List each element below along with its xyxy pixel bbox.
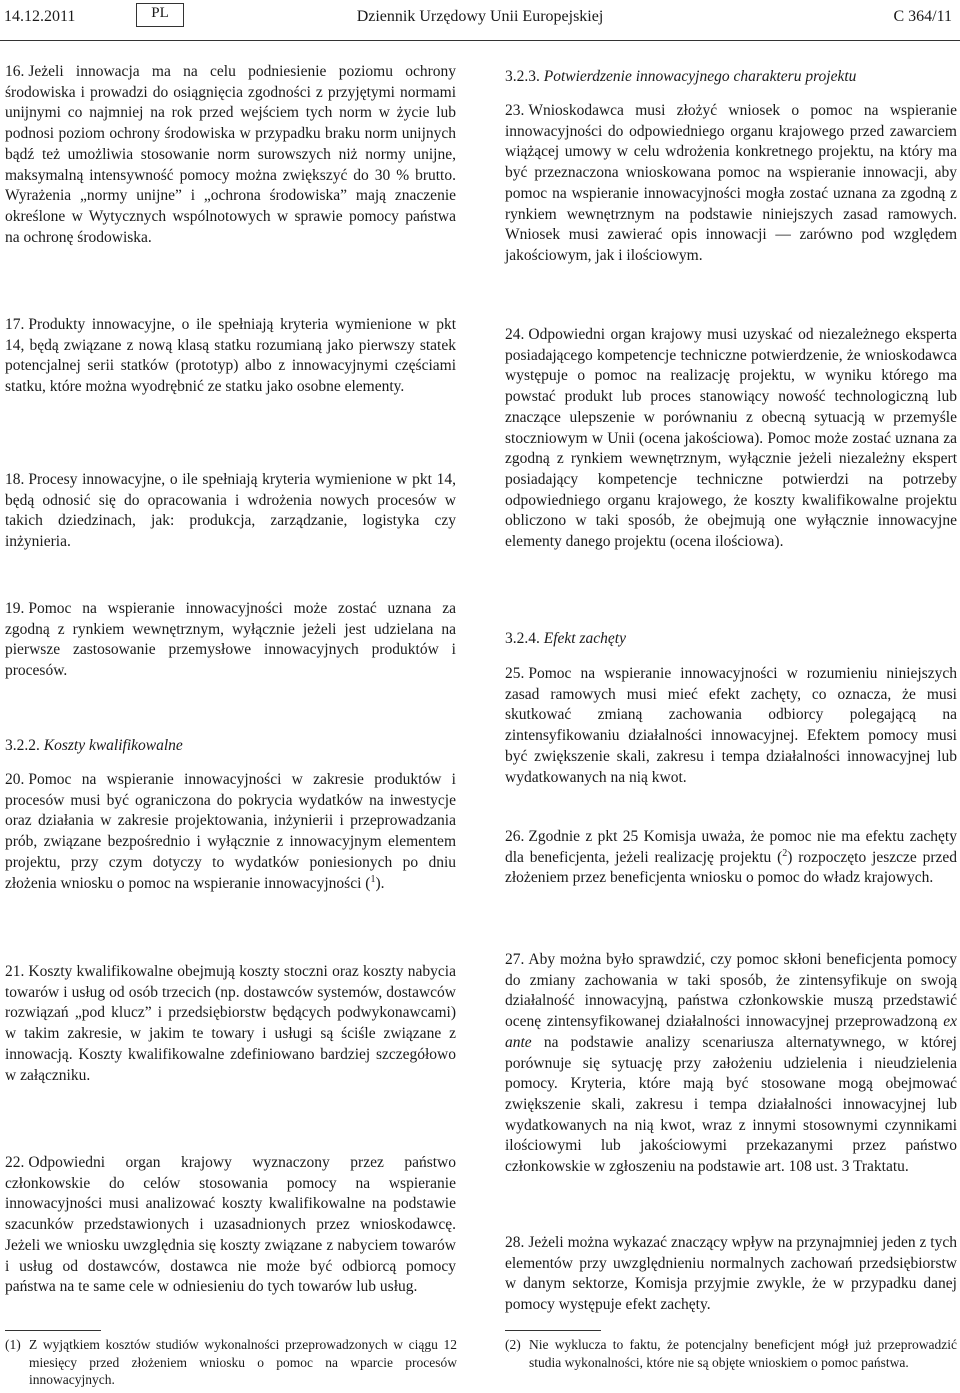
- footnote-ref-1[interactable]: 1: [370, 873, 376, 885]
- footnote-ref-2[interactable]: 2: [782, 847, 788, 859]
- paragraph-16: [5, 62, 456, 248]
- section-number: 3.2.3.: [505, 68, 540, 85]
- header-divider: [0, 40, 960, 41]
- section-title: Efekt zachęty: [543, 630, 626, 647]
- paragraph-text: Odpowiedni organ krajowy wyznaczony przez państwo członkowskie do celów stosowania pomocy na wspieranie innowacyjności musi analizować koszty kwalifikowalne na podstawie szacunków przedstawionych i uzasadnionych przez wnioskodawcę. Jeżeli we wniosku uwzględnia się koszty związane z nabyciem towarów i usług od dostawców, dostawca nie może być odbiorcą pomocy państwa na te same cele w odniesieniu do tych towarów lub usług.: [5, 1154, 456, 1296]
- paragraph-text: Jeżeli można wykazać znaczący wpływ na przynajmniej jeden z tych elementów przy uwzględnieniu normalnych zachowań przedsiębiorstw w danym sektorze, Komisja przyjmie zwykle, że w przypadku danej pomocy występuje efekt zachęty.: [505, 1234, 957, 1314]
- paragraph-text: Aby można było sprawdzić, czy pomoc skłoni beneficjenta pomocy do zmiany zachowania w taki sposób, że zintensyfikuje on swoją działalność innowacyjną, państwa członkowskie muszą przedstawić ocenę zintensyfikowanej działalności innowacyjnej przeprowadzoną: [505, 951, 957, 1031]
- paragraph-text-cont: na podstawie analizy scenariusza alternatywnego, w której porównuje się sytuację przy założeniu udzielenia i nieudzielenia pomocy. Kryteria, które mają być stosowane mogą obejmować zwiększenie skali, zakresu i tempa działalności innowacyjnej lub wydatkowanych na nią kwot, wraz z innymi stosownymi czynnikami ilościowymi lub jakościowymi przekazanymi przez państwo członkowskie w zgłoszeniu na podstawie art. 108 ust. 3 Traktatu.: [505, 1033, 957, 1176]
- paragraph-25: [505, 664, 957, 788]
- paragraph-number: 22.: [5, 1154, 25, 1171]
- paragraph-text-cont: rozpoczęto jeszcze przed złożeniem przez beneficjenta wniosku o pomoc do władz krajowych.: [505, 848, 957, 887]
- paragraph-number: 17.: [5, 316, 25, 333]
- section-title: Koszty kwalifikowalne: [43, 737, 183, 754]
- paragraph-number: 18.: [5, 471, 25, 488]
- page-header: [0, 0, 960, 40]
- paragraph-text: Koszty kwalifikowalne obejmują koszty stoczni oraz koszty nabycia towarów i usług od osób trzecich (np. dostawców systemów, dostawców rozwiązań „pod klucz” i przedsiębiorstw będących podwykonawcami) w takim zakresie, w jakim te towary i usługi są ściśle związane z innowacją. Koszty kwalifikowalne zdefiniowano bardziej szczegółowo w załączniku.: [5, 963, 456, 1084]
- paragraph-text: Pomoc na wspieranie innowacyjności w rozumieniu niniejszych zasad ramowych musi mieć efekt zachęty, co oznacza, że musi skutkować zmianą zachowania odbiorcy polegającą na zintensyfikowaniu działalności innowacyjnej. Efektem pomocy musi być zwiększenie skali, zakresu i tempa działalności innowacyjnej lub wydatkowanych na nią kwot.: [505, 665, 957, 786]
- paragraph-22: [5, 1153, 456, 1298]
- paragraph-number: 19.: [5, 600, 25, 617]
- paragraph-number: 16.: [5, 63, 25, 80]
- section-heading-3-2-4: [505, 629, 626, 650]
- paragraph-text: Wnioskodawca musi złożyć wniosek o pomoc na wspieranie innowacyjności do odpowiedniego organu krajowego przed zawarciem wiążącej umowy w celu wdrożenia konkretnego projektu, na który ma być przeznaczona wnioskowana pomoc na wspieranie innowacji, aby pomoc na wspieranie innowacyjności mogła zostać uznana za zgodną z rynkiem wewnętrznym na podstawie niniejszych zasad ramowych. Wniosek musi zawierać opis innowacji — zarówno pod względem jakościowym, jak i ilościowym.: [505, 102, 957, 264]
- paragraph-17: [5, 315, 456, 398]
- footnote-text: Z wyjątkiem kosztów studiów wykonalności przeprowadzonych w ciągu 12 miesięcy przed złożeniem wniosku o pomoc na wparcie procesów innowacyjnych.: [29, 1337, 457, 1387]
- section-number: 3.2.2.: [5, 737, 40, 754]
- paragraph-19: [5, 599, 456, 682]
- paragraph-27: [505, 950, 957, 1178]
- publication-date: 14.12.2011: [4, 8, 76, 25]
- paragraph-number: 20.: [5, 771, 25, 788]
- paragraph-24: [505, 325, 957, 553]
- paragraph-23: [505, 101, 957, 267]
- language-badge: PL: [136, 3, 184, 27]
- footnote-1: [5, 1336, 457, 1389]
- footnote-label: (2): [505, 1337, 521, 1352]
- section-heading-3-2-2: [5, 736, 183, 757]
- paragraph-26: 26. Zgodnie z pkt 25 Komisja uważa, że pomoc nie ma efektu zachęty dla beneficjenta, jeżeli realizację projektu ($^2$) rozpoczęto jeszcze przed złożeniem przez beneficjenta wniosku o pomoc do władz krajowych.: [505, 828, 957, 887]
- footnote-2: [505, 1336, 957, 1371]
- paragraph-number: 21.: [5, 963, 25, 980]
- section-number: 3.2.4.: [505, 630, 540, 647]
- paragraph-number: 27.: [505, 951, 525, 968]
- section-heading-3-2-3: [505, 67, 856, 88]
- paragraph-number: 24.: [505, 326, 525, 343]
- paragraph-21: [5, 962, 456, 1086]
- paragraph-text: Jeżeli innowacja ma na celu podniesienie poziomu ochrony środowiska i prowadzi do osiągnięcia zgodności z przyjętymi normami unijnymi co najmniej na rok przed wejściem tych norm w życie lub podnosi poziom ochrony środowiska w przypadku braku norm unijnych bądź też umożliwia stosowanie norm surowszych niż normy unijne, maksymalną intensywność pomocy można zwiększyć do 30 % brutto. Wyrażenia „normy unijne” i „ochrona środowiska” mają znaczenie określone w Wytycznych wspólnotowych w sprawie pomocy państwa na ochronę środowiska.: [5, 63, 456, 246]
- paragraph-number: 26.: [505, 828, 525, 845]
- paragraph-number: 25.: [505, 665, 525, 682]
- footnote-divider-right: [505, 1330, 601, 1331]
- paragraph-text: Pomoc na wspieranie innowacyjności może zostać uznana za zgodną z rynkiem wewnętrznym, wyłącznie jeżeli jest udzielana na pierwsze zastosowanie przemysłowe innowacyjnych produktów i procesów.: [5, 600, 456, 680]
- paragraph-20: 20. Pomoc na wspieranie innowacyjności w zakresie produktów i procesów musi być ograniczona do pokrycia wydatków na inwestycje oraz działania w zakresie projektowania, inżynierii i przeprowadzania prób, związane bezpośrednio i wyłącznie z innowacyjnym elementem projektu, przy czym dotyczy to wydatków poniesionych po dniu złożenia wniosku o pomoc na wspieranie innowacyjności ($^1$).: [5, 771, 456, 892]
- paragraph-number: 28.: [505, 1234, 525, 1251]
- paragraph-text: Produkty innowacyjne, o ile spełniają kryteria wymienione w pkt 14, będą związane z nową klasą statku rozumianą jako pierwszy statek potencjalnej serii statków (prototyp) albo z innowacyjnymi częściami statku, które można wyodrębnić ze statku jako osobne elementy.: [5, 316, 456, 396]
- paragraph-number: 23.: [505, 102, 525, 119]
- section-title: Potwierdzenie innowacyjnego charakteru projektu: [543, 68, 857, 85]
- latin-term: ex ante: [505, 1013, 957, 1051]
- paragraph-text: Pomoc na wspieranie innowacyjności w zakresie produktów i procesów musi być ograniczona do pokrycia wydatków na inwestycje oraz działania w zakresie projektowania, inżynierii i przeprowadzania prób, związane bezpośrednio i wyłącznie z innowacyjnym elementem projektu, przy czym dotyczy to wydatków poniesionych po dniu złożenia wniosku o pomoc na wspieranie innowacyjności: [5, 771, 456, 892]
- journal-title: Dziennik Urzędowy Unii Europejskiej: [356, 8, 604, 25]
- page-reference: C 364/11: [893, 8, 952, 25]
- footnote-label: (1): [5, 1337, 21, 1352]
- footnote-text: Nie wyklucza to faktu, że potencjalny beneficjent mógł już przeprowadzić studia wykonalności, które nie są objęte wnioskiem o pomoc państwa.: [529, 1337, 957, 1370]
- paragraph-text: Odpowiedni organ krajowy musi uzyskać od niezależnego eksperta posiadającego kompetencje techniczne potwierdzenie, że wnioskodawca występuje o pomoc na realizację projektu, w wyniku którego ma powstać produkt lub proces stanowiący nowość technologiczną lub znaczące ulepszenie w porównaniu z obecną sytuacją w przemyśle stoczniowym w Unii (ocena jakościowa). Pomoc może zostać uznana za zgodną z rynkiem wewnętrznym, wyłącznie jeżeli niezależny ekspert posiadający kompetencje techniczne potwierdzi na potrzeby odpowiedniego organu krajowego, że koszty kwalifikowalne projektu obliczono w taki sposób, że obejmują one wyłącznie innowacyjne elementy danego projektu (ocena ilościowa).: [505, 326, 957, 551]
- footnote-divider-left: [5, 1330, 101, 1331]
- paragraph-text: Zgodnie z pkt 25 Komisja uważa, że pomoc nie ma efektu zachęty dla beneficjenta, jeżeli realizację projektu: [505, 828, 957, 866]
- paragraph-28: [505, 1233, 957, 1316]
- paragraph-18: [5, 470, 456, 553]
- paragraph-text: Procesy innowacyjne, o ile spełniają kryteria wymienione w pkt 14, będą odnosić się do opracowania i wdrożenia nowych procesów w takich dziedzinach, jak: produkcja, zarządzanie, logistyka czy inżynieria.: [5, 471, 456, 551]
